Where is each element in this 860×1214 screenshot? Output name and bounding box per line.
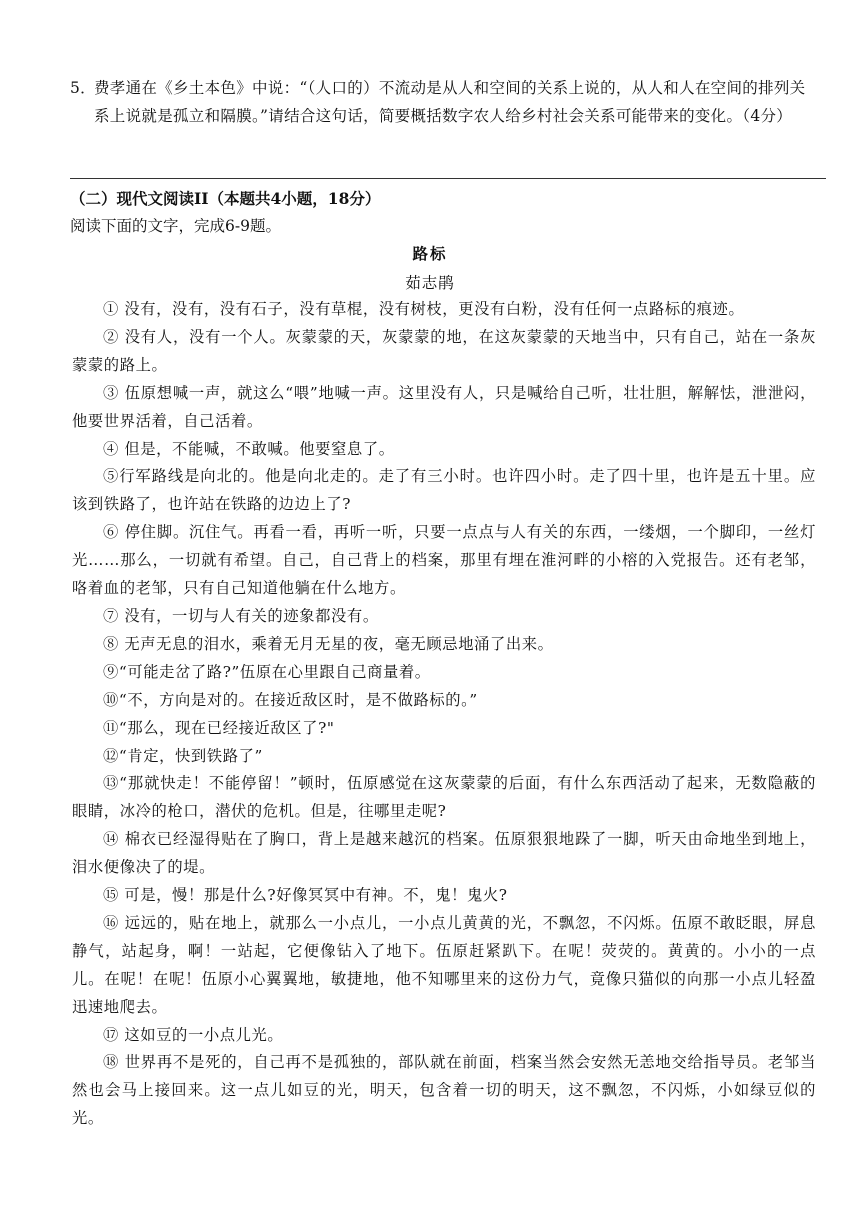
question-number: 5． <box>70 79 96 97</box>
article-paragraph: ② 没有人，没有一个人。灰蒙蒙的天，灰蒙蒙的地，在这灰蒙蒙的天地当中，只有自己，站在一条灰蒙蒙的路上。 <box>72 327 816 374</box>
article-paragraph: ⑮ 可是，慢！那是什么?好像冥冥中有神。不，鬼！鬼火? <box>103 886 508 905</box>
article-paragraph: ⑦ 没有，一切与人有关的迹象都没有。 <box>103 606 379 625</box>
article-paragraph: ⑥ 停住脚。沉住气。再看一看，再听一听，只要一点点与人有关的东西，一缕烟，一个脚印，一丝灯光……那么，一切就有希望。自己，自己背上的档案，那里有埋在淮河畔的小榕的入党报告。还有老邹，咯着血的老邹，只有自己知道他躺在什么地方。 <box>72 523 816 598</box>
article-paragraph: ⑩“不，方向是对的。在接近敌区时，是不做路标的。” <box>103 690 478 709</box>
question-text: 费孝通在《乡土本色》中说：“（人口的）不流动是从人和空间的关系上说的，从人和人在空间的排列关系上说就是孤立和隔膜。”请结合这句话，简要概括数字农人给乡村社会关系可能带来的变化。（4分） <box>94 79 806 125</box>
article-paragraph: ⑱ 世界再不是死的，自己再不是孤独的，部队就在前面，档案当然会安然无恙地交给指导员。老邹当然也会马上接回来。这一点儿如豆的光，明天，包含着一切的明天，这不飘忽，不闪烁，小如绿豆似的光。 <box>72 1053 816 1128</box>
article-paragraph: ⑤行军路线是向北的。他是向北走的。走了有三小时。也许四小时。走了四十里，也许是五十里。应该到铁路了，也许站在铁路的边边上了? <box>72 467 816 514</box>
section-heading: （二）现代文阅读II（本题共4小题，18分） <box>70 189 381 208</box>
article-paragraph: ③ 伍原想喊一声，就这么“喂”地喊一声。这里没有人，只是喊给自己听，壮壮胆，解解怯，泄泄闷，他要世界活着，自己活着。 <box>72 383 816 430</box>
question-5 <box>70 74 820 130</box>
article-title: 路标 <box>412 244 448 263</box>
article-paragraph: ⑨“可能走岔了路?”伍原在心里跟自己商量着。 <box>103 662 431 681</box>
reading-instruction: 阅读下面的文字，完成6-9题。 <box>70 217 281 235</box>
article-paragraph: ⑬“那就快走！不能停留！”顿时，伍原感觉在这灰蒙蒙的后面，有什么东西活动了起来，无数隐蔽的眼睛，冰冷的枪口，潜伏的危机。但是，往哪里走呢? <box>72 774 816 821</box>
article-author: 茹志鹃 <box>405 274 455 292</box>
article-paragraph: ⑯ 远远的，贴在地上，就那么一小点儿，一小点儿黄黄的光，不飘忽，不闪烁。伍原不敢眨眼，屏息静气，站起身，啊！一站起，它便像钻入了地下。伍原赶紧趴下。在呢！荧荧的。黄黄的。小小的一点儿。在呢！在呢！伍原小心翼翼地，敏捷地，他不知哪里来的这份力气，竟像只猫似的向那一小点儿轻盈迅速地爬去。 <box>72 913 816 1016</box>
article-paragraph: ⑪“那么，现在已经接近敌区了?" <box>103 718 335 737</box>
article-paragraph: ④ 但是，不能喊，不敢喊。他要窒息了。 <box>103 439 395 458</box>
article-paragraph: ⑫“肯定，快到铁路了” <box>103 746 263 765</box>
article-body <box>72 296 816 1133</box>
article-paragraph: ⑭ 棉衣已经湿得贴在了胸口，背上是越来越沉的档案。伍原狠狠地跺了一脚，听天由命地坐到地上，泪水便像决了的堤。 <box>72 830 816 877</box>
article-paragraph: ⑧ 无声无息的泪水，乘着无月无星的夜，毫无顾忌地涌了出来。 <box>103 634 554 653</box>
section-divider <box>70 178 826 179</box>
article-paragraph: ① 没有，没有，没有石子，没有草棍，没有树枝，更没有白粉，没有任何一点路标的痕迹。 <box>103 300 745 318</box>
article-paragraph: ⑰ 这如豆的一小点儿光。 <box>103 1025 284 1044</box>
